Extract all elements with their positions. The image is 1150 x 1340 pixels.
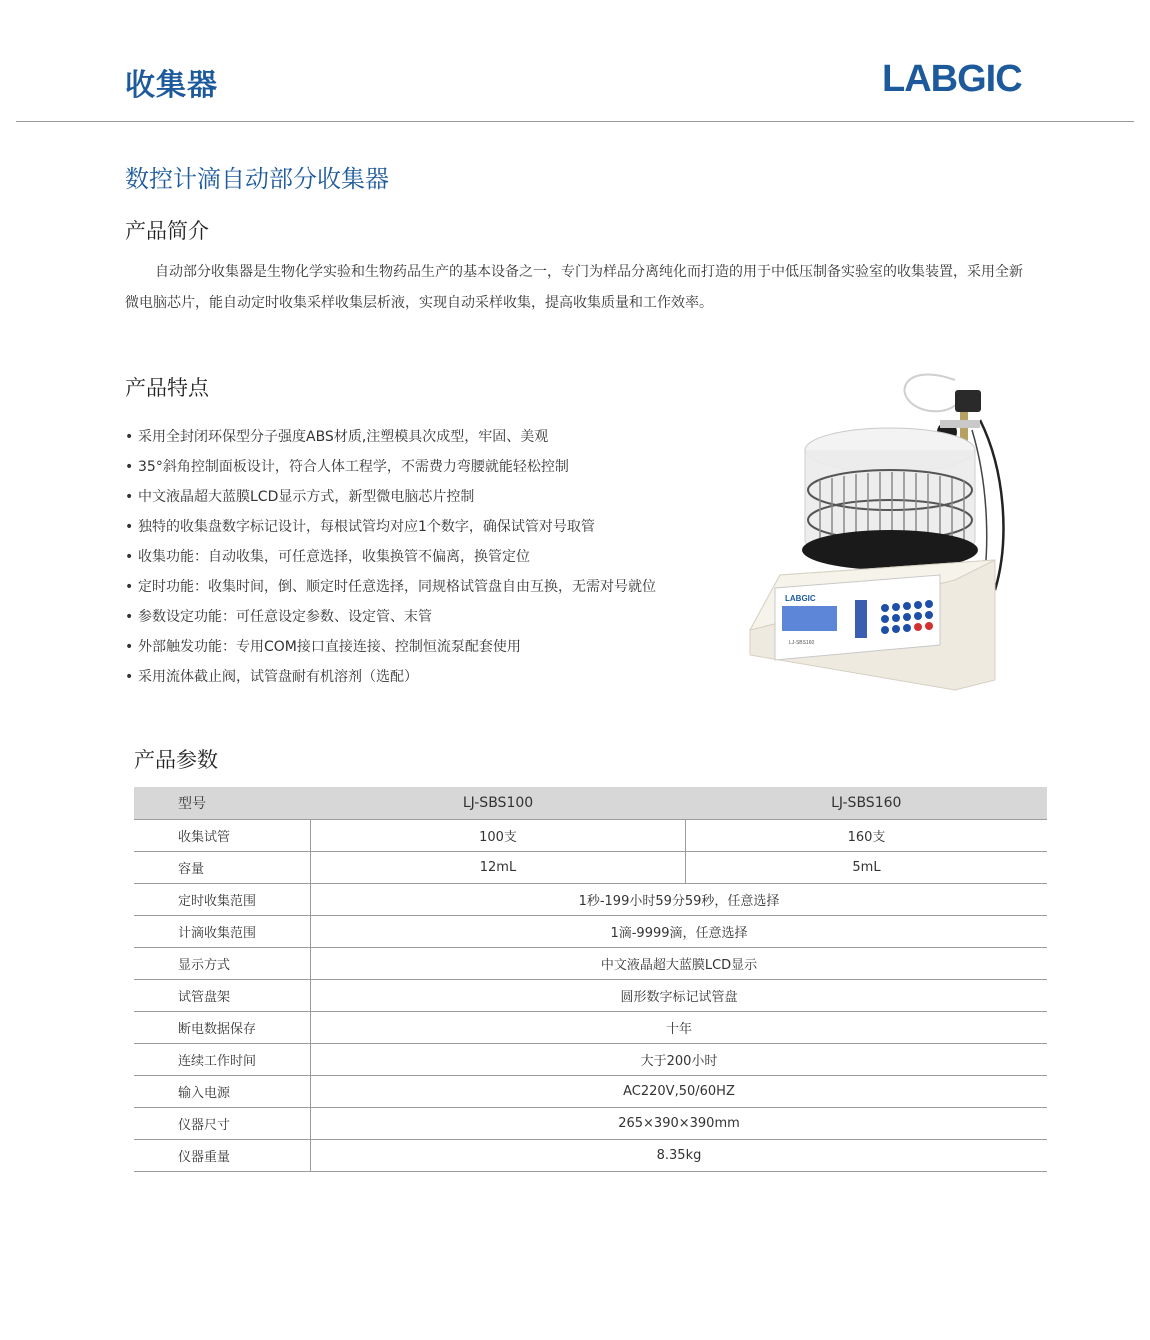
- row-label: 输入电源: [134, 1076, 311, 1108]
- feature-item: • 35°斜角控制面板设计，符合人体工程学，不需费力弯腰就能轻松控制: [125, 459, 569, 475]
- table-row: [134, 1108, 1047, 1140]
- feature-item: • 采用全封闭环保型分子强度ABS材质,注塑模具次成型，牢固、美观: [125, 429, 549, 445]
- table-row: [134, 1076, 1047, 1108]
- panel-model-text: LJ-SBS160: [789, 640, 815, 646]
- table-row: [134, 852, 1047, 884]
- table-header-row: [134, 787, 1047, 820]
- row-label: 仪器尺寸: [134, 1108, 311, 1140]
- table-row: [134, 884, 1047, 916]
- panel-brand-text: LABGIC: [785, 594, 816, 603]
- row-value: 圆形数字标记试管盘: [311, 980, 1048, 1012]
- features-list: [125, 422, 656, 692]
- row-value: 1秒-199小时59分59秒，任意选择: [311, 884, 1048, 916]
- table-row: [134, 980, 1047, 1012]
- row-label: 容量: [134, 852, 311, 884]
- row-value: 265×390×390mm: [311, 1108, 1048, 1140]
- table-row: [134, 948, 1047, 980]
- row-label: 定时收集范围: [134, 884, 311, 916]
- features-heading: 产品特点: [125, 376, 209, 400]
- header-model-1: LJ-SBS100: [311, 787, 686, 820]
- row-label: 断电数据保存: [134, 1012, 311, 1044]
- feature-item: • 独特的收集盘数字标记设计，每根试管均对应1个数字，确保试管对号取管: [125, 519, 595, 535]
- feature-item: • 外部触发功能：专用COM接口直接连接、控制恒流泵配套使用: [125, 639, 521, 655]
- row-value: 1滴-9999滴，任意选择: [311, 916, 1048, 948]
- header-model-2: LJ-SBS160: [686, 787, 1048, 820]
- table-row: [134, 916, 1047, 948]
- feature-item: • 采用流体截止阀，试管盘耐有机溶剂（选配）: [125, 669, 418, 685]
- row-value: 8.35kg: [311, 1140, 1048, 1172]
- header-label: 型号: [134, 787, 311, 820]
- row-label: 显示方式: [134, 948, 311, 980]
- intro-paragraph: 自动部分收集器是生物化学实验和生物药品生产的基本设备之一，专门为样品分离纯化而打造的用于中低压制备实验室的收集装置，采用全新微电脑芯片，能自动定时收集采样收集层析液，实现自动采样收集，提高收集质量和工作效率。: [125, 264, 1023, 311]
- table-row: [134, 1012, 1047, 1044]
- row-value: 大于200小时: [311, 1044, 1048, 1076]
- table-row: [134, 820, 1047, 852]
- header-divider: [16, 121, 1134, 122]
- row-label: 计滴收集范围: [134, 916, 311, 948]
- labgic-logo: LABGIC: [882, 58, 1022, 100]
- row-value-model-2: 160支: [686, 820, 1048, 852]
- row-value: 中文液晶超大蓝膜LCD显示: [311, 948, 1048, 980]
- row-label: 试管盘架: [134, 980, 311, 1012]
- row-label: 连续工作时间: [134, 1044, 311, 1076]
- feature-item: • 参数设定功能：可任意设定参数、设定管、末管: [125, 609, 432, 625]
- spec-table: [134, 787, 1047, 1172]
- feature-item: • 定时功能：收集时间，倒、顺定时任意选择，同规格试管盘自由互换，无需对号就位: [125, 579, 656, 595]
- table-row: [134, 1044, 1047, 1076]
- intro-heading: 产品简介: [125, 219, 209, 243]
- row-value-model-1: 12mL: [311, 852, 686, 884]
- row-label: 收集试管: [134, 820, 311, 852]
- page-title: 收集器: [125, 68, 218, 103]
- row-value-model-2: 5mL: [686, 852, 1048, 884]
- specs-heading: 产品参数: [134, 748, 218, 772]
- fraction-collector-image: [740, 360, 1030, 695]
- row-value: AC220V,50/60HZ: [311, 1076, 1048, 1108]
- row-value: 十年: [311, 1012, 1048, 1044]
- row-label: 仪器重量: [134, 1140, 311, 1172]
- feature-item: • 收集功能：自动收集，可任意选择，收集换管不偏离，换管定位: [125, 549, 530, 565]
- table-row: [134, 1140, 1047, 1172]
- product-title: 数控计滴自动部分收集器: [125, 165, 389, 193]
- feature-item: • 中文液晶超大蓝膜LCD显示方式，新型微电脑芯片控制: [125, 489, 475, 505]
- row-value-model-1: 100支: [311, 820, 686, 852]
